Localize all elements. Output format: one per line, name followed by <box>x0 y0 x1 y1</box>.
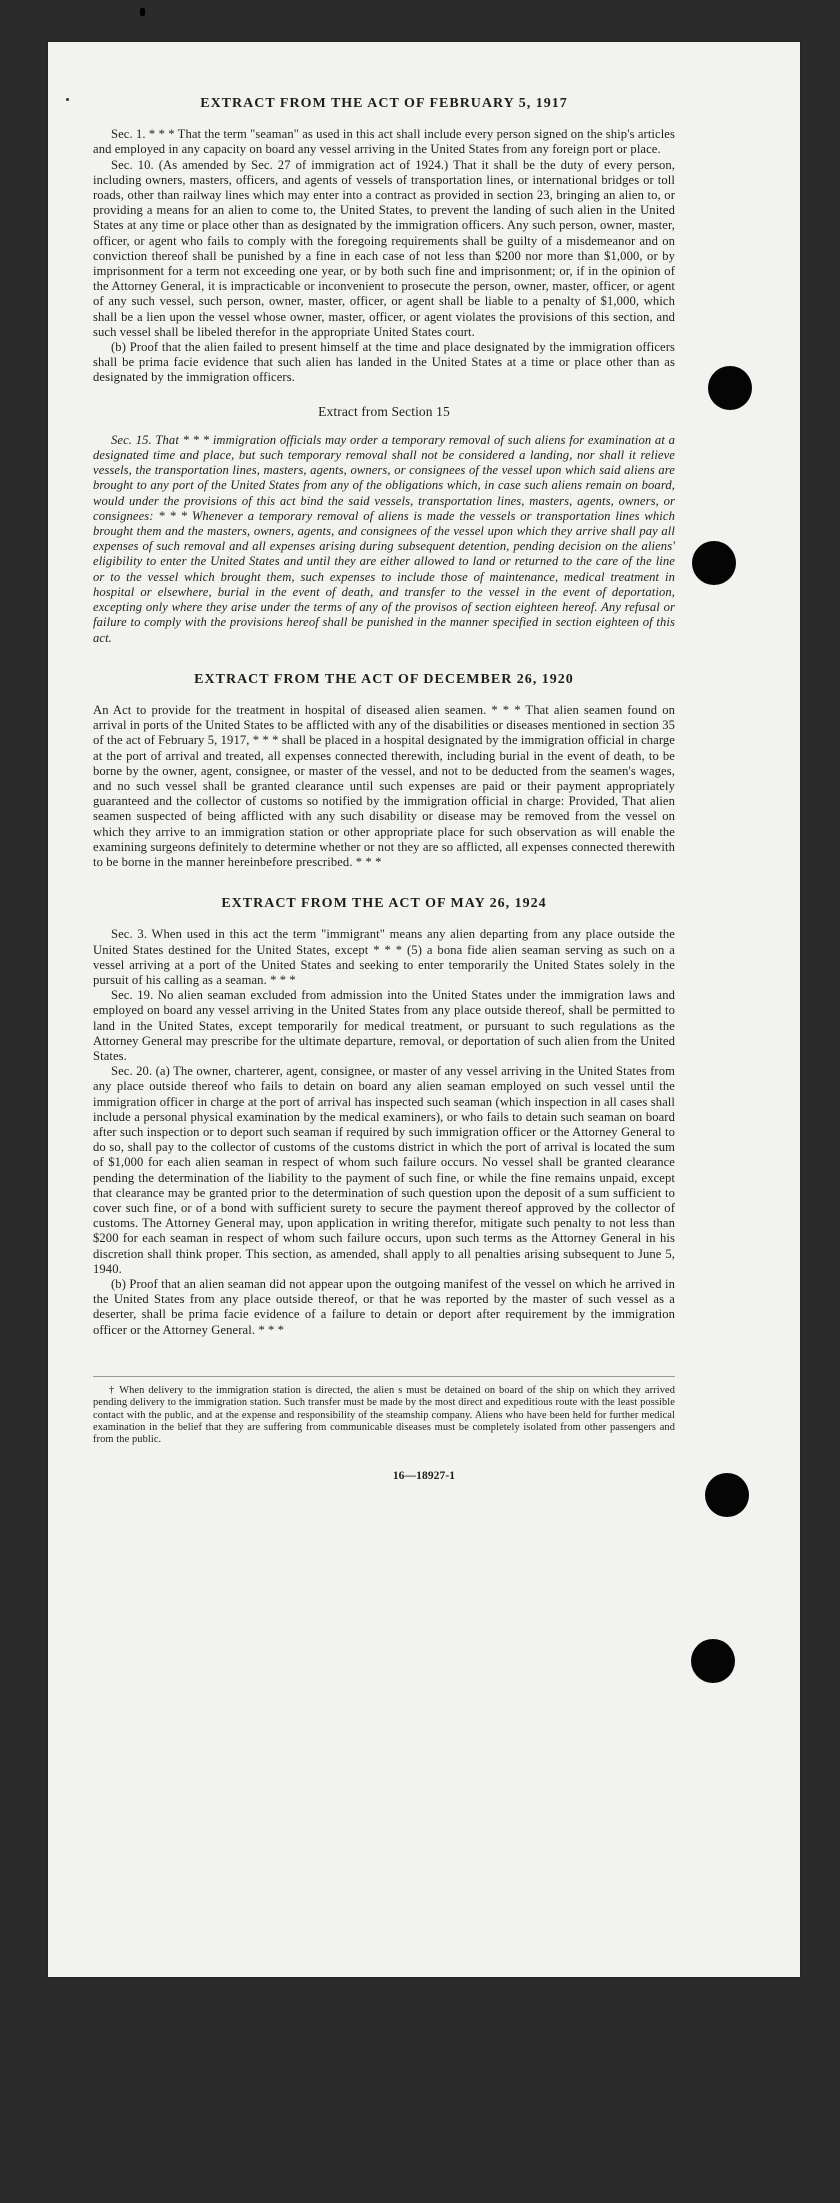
section-subheading: Extract from Section 15 <box>318 403 450 419</box>
paragraph-sec-3: Sec. 3. When used in this act the term "immigrant" means any alien departing from any place outside the United States destined for the United States, except * * * (5) a bona fide alien seaman serving as such on a vessel arriving at a port of the United States and seeking to enter temporarily the United States solely in the pursuit of his calling as a seaman. * * * <box>93 927 675 987</box>
paragraph-sec-19: Sec. 19. No alien seaman excluded from admission into the United States under the immigration laws and employed on board any vessel arriving in the United States from any place outside thereof, shall be permitted to land in the United States, except temporarily for medical treatment, or pursuant to such regulations as the Attorney General may prescribe for the ultimate departure, removal, or deportation of such alien from the United States. <box>93 988 675 1063</box>
scan-mark <box>140 8 145 16</box>
paragraph-act-1920: An Act to provide for the treatment in hospital of diseased alien seamen. * * * That alien seamen found on arrival in ports of the United States to be afflicted with any of the disabilities or diseases mentioned in section 35 of the act of February 5, 1917, * * * shall be placed in a hospital designated by the immigration official in charge at the port of arrival and treated, all expenses connected therewith, including burial in the event of death, to be borne by the owner, agent, consignee, or master of the vessel, and not to be deducted from the seamen's wages, and no such vessel shall be granted clearance until such expenses are paid or their payment appropriately guaranteed and the collector of customs so notified by the immigration official in charge: Provided, That alien seamen suspected of being afflicted with any such disability or disease may be removed from the vessel on which they arrive to an immigration station or other appropriate place for such observation as will enable the examining surgeons definitely to determine whether or not they are so afflicted, all expenses connected therewith to be borne in the manner hereinbefore prescribed. * * * <box>93 702 675 869</box>
paragraph-sec-10-b: (b) Proof that the alien failed to present himself at the time and place designated by the immigration officers shall be prima facie evidence that such alien has landed in the United States at a time or place other than as designated by the immigration officers. <box>93 340 675 385</box>
section-act-1917 <box>93 96 675 386</box>
paragraph-sec-20-b: (b) Proof that an alien seaman did not appear upon the outgoing manifest of the vessel on which he arrived in the United States from any place outside thereof, or that he was reported by the master of such vessel as a deserter, shall be prima facie evidence of a failure to detain or deport after requirement by the immigration officer or the Attorney General. * * * <box>93 1277 675 1337</box>
document-body <box>93 96 675 1484</box>
section-extract-15 <box>93 404 675 646</box>
paragraph-sec-10: Sec. 10. (As amended by Sec. 27 of immigration act of 1924.) That it shall be the duty of every person, including owners, masters, officers, and agents of vessels of transportation lines, or international bridges or toll roads, other than railway lines which may enter into a contract as provided in section 23, bringing an alien to, or providing a means for an alien to come to, the United States, to prevent the landing of such alien in the United States at any time or place other than as designated by the immigration officers. Any such person, owner, master, officer, or agent who fails to comply with the foregoing requirements shall be guilty of a misdemeanor and on conviction thereof shall be punished by a fine in each case of not less than $200 nor more than $1,000, or by imprisonment for a term not exceeding one year, or by both such fine and imprisonment; or, if in the opinion of the Attorney General, it is impracticable or inconvenient to prosecute the person, owner, master, officer, or agent of any such vessel, such person, owner, master, officer, or agent shall be liable to a penalty of $1,000, which shall be a lien upon the vessel whose owner, master, officer, or agent violates the provisions of this section, and such vessel shall be libeled therefor in the appropriate United States court. <box>93 157 675 339</box>
section-act-1924 <box>93 896 675 1338</box>
paragraph-sec-1: Sec. 1. * * * That the term "seaman" as used in this act shall include every person signed on the ship's articles and employed in any capacity on board any vessel arriving in the United States from any foreign port or place. <box>93 127 675 157</box>
paragraph-sec-20-a: Sec. 20. (a) The owner, charterer, agent, consignee, or master of any vessel arriving in the United States from any place outside thereof who fails to detain on board any alien seaman employed on such vessel until the immigration officer in charge at the port of arrival has inspected such seaman (which inspection in all cases shall include a personal physical examination by the medical examiners), or who fails to detain such seaman on board after such inspection or to deport such seaman if required by such immigration officer or the Attorney General to do so, shall pay to the collector of customs of the customs district in which the port of arrival is located the sum of $1,000 for each alien seaman in respect of whom such failure occurs. No vessel shall be granted clearance pending the determination of the liability to the payment of such fine, or while the fine remains unpaid, except that clearance may be granted prior to the determination of such question upon the deposit of a sum sufficient to cover such fine, or of a bond with sufficient surety to secure the payment thereof approved by the collector of customs. The Attorney General may, upon application in writing therefor, mitigate such penalty to not less than $200 for each seaman in respect of whom such failure occurs, upon such terms as the Attorney General in his discretion shall think proper. This section, as amended, shall apply to all penalties arising subsequent to June 5, 1940. <box>93 1064 675 1276</box>
punch-hole <box>705 1473 749 1517</box>
section-heading: EXTRACT FROM THE ACT OF MAY 26, 1924 <box>221 896 547 912</box>
paper-speck <box>66 98 69 101</box>
section-heading: EXTRACT FROM THE ACT OF DECEMBER 26, 1920 <box>194 671 574 687</box>
section-act-1920 <box>93 672 675 870</box>
paragraph-sec-15: Sec. 15. That * * * immigration officials may order a temporary removal of such aliens for examination at a designated time and place, but such temporary removal shall not be considered a landing, nor shall it relieve vessels, the transportation lines, masters, agents, owners, or consignees of the vessel upon which said aliens are brought to any port of the United States from any of the obligations which, in case such aliens remain on board, would under the provisions of this act bind the said vessels, transportation lines, masters, agents, owners, or consignees: * * * Whenever a temporary removal of aliens is made the vessels or transportation lines which brought them and the masters, owners, agents, and consignees of the vessel upon which they arrive shall pay all expenses of such removal and all expenses arising during subsequent detention, pending decision on the aliens' eligibility to enter the United States and until they are either allowed to land or returned to the care of the line or to the vessel which brought them, such expenses to include those of maintenance, medical treatment in hospital or elsewhere, burial in the event of death, and transfer to the vessel in the event of deportation, excepting only where they arise under the terms of any of the provisos of section eighteen hereof. Any refusal or failure to comply with the provisions hereof shall be punished in the manner specified in section eighteen of this act. <box>93 432 675 645</box>
footnote: † When delivery to the immigration station is directed, the alien s must be detained on board of the ship on which they arrived pending delivery to the immigration station. Such transfer must be made by the most direct and expeditious route with the least possible contact with the public, and at the expense and responsibility of the steamship company. Aliens who have been held for further medical examination in the belief that they are suffering from communicable diseases must be completely isolated from other passengers and from the public. <box>93 1376 675 1447</box>
document-number: 16—18927-1 <box>392 1469 456 1482</box>
section-heading: EXTRACT FROM THE ACT OF FEBRUARY 5, 1917 <box>200 96 568 111</box>
punch-hole <box>692 541 736 585</box>
punch-hole <box>691 1639 735 1683</box>
punch-hole <box>708 366 752 410</box>
